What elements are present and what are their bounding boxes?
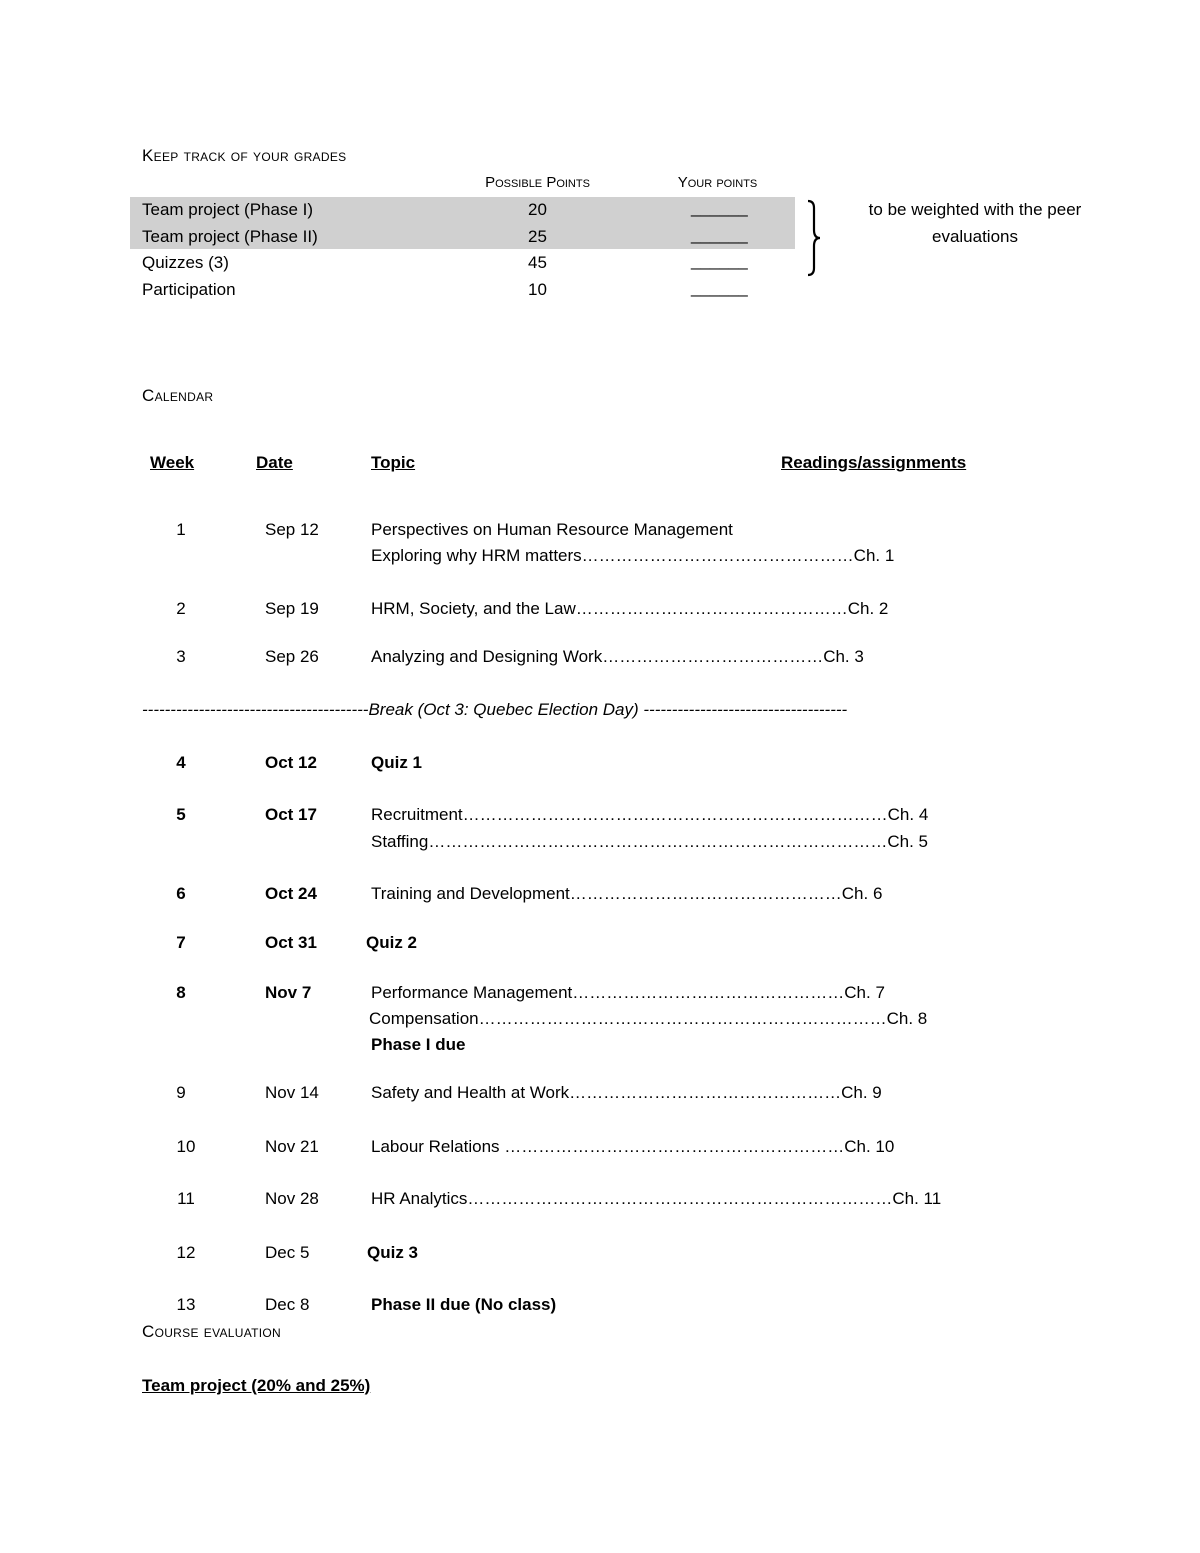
week-number: 2 — [176, 599, 186, 618]
topic-line: Staffing………………………………………………………………………Ch. 5 — [371, 832, 928, 851]
week-number: 9 — [176, 1083, 186, 1102]
week-number: 5 — [176, 805, 186, 824]
topic-line: HR Analytics…………………………………………………………………Ch. 11 — [371, 1189, 942, 1208]
grade-blank[interactable]: ______ — [691, 278, 748, 297]
col-possible-points: Possible Points — [485, 174, 590, 191]
topic-line: Performance Management…………………………………………Ch. 7 — [371, 983, 885, 1002]
grade-blank[interactable]: ______ — [691, 225, 748, 244]
topic-line: Training and Development…………………………………………Ch. 6 — [371, 884, 883, 903]
calendar-heading: Calendar — [142, 386, 214, 405]
phase-due: Phase II due (No class) — [371, 1295, 557, 1314]
week-date: Nov 14 — [265, 1083, 319, 1102]
week-date: Dec 5 — [265, 1243, 310, 1262]
week-date: Oct 31 — [265, 933, 317, 952]
topic-line: Recruitment…………………………………………………………………Ch. 4 — [371, 805, 929, 824]
team-project-heading: Team project (20% and 25%) — [142, 1376, 371, 1395]
week-date: Nov 7 — [265, 983, 312, 1002]
evaluation-heading: Course evaluation — [142, 1322, 282, 1341]
col-week: Week — [150, 453, 195, 472]
col-date: Date — [256, 453, 293, 472]
week-date: Sep 12 — [265, 520, 319, 539]
week-date: Oct 12 — [265, 753, 317, 772]
col-your-points: Your points — [677, 174, 758, 191]
grades-heading: Keep track of your grades — [142, 146, 347, 165]
brace-icon — [800, 198, 826, 278]
grade-label: Team project (Phase I) — [142, 200, 314, 219]
col-readings: Readings/assignments — [781, 453, 967, 472]
week-number: 8 — [176, 983, 186, 1002]
grade-blank[interactable]: ______ — [691, 251, 748, 270]
week-number: 1 — [176, 520, 186, 539]
grade-points: 10 — [528, 280, 547, 299]
weight-note-line1: to be weighted with the peer — [868, 200, 1082, 219]
topic-line: Analyzing and Designing Work…………………………………Ch. 3 — [371, 647, 864, 666]
grade-blank[interactable]: ______ — [691, 198, 748, 217]
col-topic: Topic — [371, 453, 416, 472]
week-number: 13 — [176, 1295, 196, 1314]
topic-line: Labour Relations ……………………………………………………Ch. 10 — [371, 1137, 895, 1156]
topic-line: Perspectives on Human Resource Management — [371, 520, 733, 539]
topic-line: Safety and Health at Work…………………………………………Ch. 9 — [371, 1083, 882, 1102]
week-date: Dec 8 — [265, 1295, 310, 1314]
topic-line: Compensation………………………………………………………………Ch. 8 — [369, 1009, 928, 1028]
quiz-label: Quiz 3 — [367, 1243, 419, 1262]
week-date: Oct 17 — [265, 805, 317, 824]
week-number: 11 — [177, 1189, 195, 1208]
week-date: Nov 21 — [265, 1137, 319, 1156]
quiz-label: Quiz 2 — [366, 933, 418, 952]
weight-note-line2: evaluations — [931, 227, 1018, 246]
grade-label: Participation — [142, 280, 236, 299]
grade-label: Quizzes (3) — [142, 253, 229, 272]
phase-due: Phase I due — [371, 1035, 466, 1054]
week-number: 4 — [176, 753, 186, 772]
quiz-label: Quiz 1 — [371, 753, 423, 772]
week-date: Sep 19 — [265, 599, 319, 618]
week-date: Sep 26 — [265, 647, 319, 666]
week-number: 3 — [176, 647, 186, 666]
week-date: Nov 28 — [265, 1189, 319, 1208]
grade-label: Team project (Phase II) — [142, 227, 318, 246]
week-number: 10 — [176, 1137, 196, 1156]
grade-points: 25 — [528, 227, 547, 246]
grade-points: 20 — [528, 200, 547, 219]
break-line: ----------------------------------------Break (Oct 3: Quebec Election Day) ------------------------------------ — [142, 700, 848, 719]
grade-points: 45 — [528, 253, 547, 272]
week-number: 7 — [176, 933, 186, 952]
week-number: 6 — [176, 884, 186, 903]
topic-line: Exploring why HRM matters…………………………………………Ch. 1 — [371, 546, 895, 565]
week-number: 12 — [176, 1243, 196, 1262]
topic-line: HRM, Society, and the Law…………………………………………Ch. 2 — [371, 599, 889, 618]
week-date: Oct 24 — [265, 884, 317, 903]
